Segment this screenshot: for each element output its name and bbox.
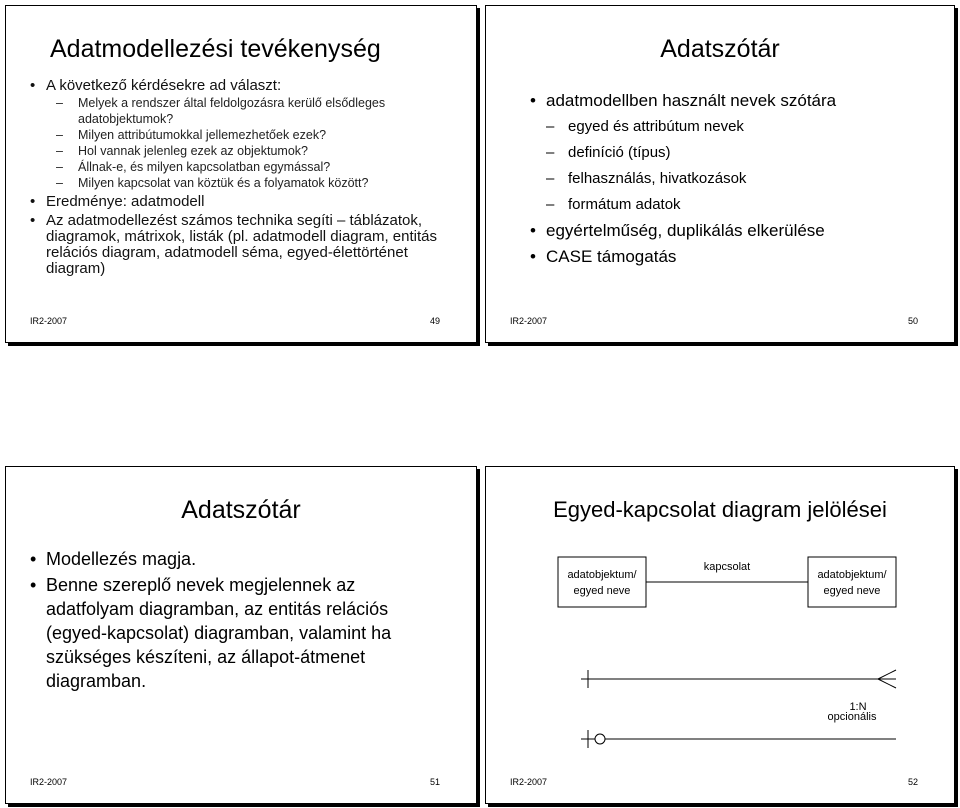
sub-bullet-item: – Hol vannak jelenleg ezek az objektumok?	[56, 143, 458, 159]
slide-title: Adatszótár	[660, 35, 780, 63]
page-number: 52	[907, 777, 918, 787]
bullet-item: • CASE támogatás	[528, 244, 938, 270]
sub-bullet-item: – Melyek a rendszer által feldolgozásra kerülő elsődleges adatobjektumok?	[56, 95, 458, 127]
bullet-item: • Eredménye: adatmodell	[28, 194, 458, 210]
entity-box-right	[808, 557, 896, 607]
er-notation-diagram	[486, 467, 956, 805]
sub-bullet-item: – Milyen kapcsolat van köztük és a folyamatok között?	[56, 175, 458, 191]
crow-foot-top	[878, 670, 896, 679]
optional-circle-mark	[595, 734, 605, 744]
entity-left-label-line1: adatobjektum/	[567, 569, 637, 581]
slide-title: Adatmodellezési tevékenység	[50, 35, 381, 63]
sub-bullet-item: – Állnak-e, és milyen kapcsolatban egymással?	[56, 159, 458, 175]
bullet-list	[528, 88, 938, 270]
entity-right-label-line1: adatobjektum/	[817, 569, 887, 581]
page-number: 50	[907, 316, 918, 326]
sub-bullet-item: – formátum adatok	[546, 192, 938, 218]
optional-label: opcionális	[827, 711, 877, 723]
bullet-item	[528, 88, 938, 218]
slide-49	[5, 5, 477, 343]
bullet-item: • Az adatmodellezést számos technika segíti – táblázatok, diagramok, mátrixok, listák (pl. adatmodell diagram, entitás relációs diagram, adatmodell séma, egyed-élettörténet diagram)	[28, 213, 458, 277]
footer-course-code: IR2-2007	[510, 316, 548, 326]
footer-course-code: IR2-2007	[510, 777, 548, 787]
bullet-item: • Modellezés magja.	[28, 547, 448, 571]
bullet-item	[28, 78, 458, 191]
footer-course-code: IR2-2007	[30, 316, 68, 326]
slide-51	[5, 466, 477, 804]
bullet-list	[28, 547, 448, 695]
sub-bullet-item: – felhasználás, hivatkozások	[546, 166, 938, 192]
relationship-label: kapcsolat	[703, 561, 751, 573]
sub-bullet-list	[56, 95, 458, 191]
slide-title: Egyed-kapcsolat diagram jelölései	[553, 497, 887, 522]
sub-bullet-item: – Milyen attribútumokkal jellemezhetőek ezek?	[56, 127, 458, 143]
page-number: 51	[429, 777, 440, 787]
entity-right-label-line2: egyed neve	[823, 585, 881, 597]
slide-52	[485, 466, 955, 804]
footer-course-code: IR2-2007	[30, 777, 68, 787]
slide-title: Adatszótár	[181, 496, 301, 524]
bullet-list	[28, 78, 458, 280]
bullet-item: • Benne szereplő nevek megjelennek az adatfolyam diagramban, az entitás relációs (egyed-kapcsolat) diagramban, valamint ha szükséges készíteni, az állapot-átmenet diagramban.	[28, 573, 448, 693]
sub-bullet-list	[546, 114, 938, 218]
bullet-text: adatmodellben használt nevek szótára	[546, 91, 837, 110]
slide-50	[485, 5, 955, 343]
bullet-item: • egyértelműség, duplikálás elkerülése	[528, 218, 938, 244]
page-number: 49	[429, 316, 440, 326]
bullet-text: A következő kérdésekre ad választ:	[46, 77, 282, 94]
sub-bullet-item: – definíció (típus)	[546, 140, 938, 166]
sub-bullet-item: – egyed és attribútum nevek	[546, 114, 938, 140]
cardinality-label: 1:N	[849, 701, 867, 713]
crow-foot-bottom	[878, 679, 896, 688]
entity-box-left	[558, 557, 646, 607]
entity-left-label-line2: egyed neve	[573, 585, 631, 597]
